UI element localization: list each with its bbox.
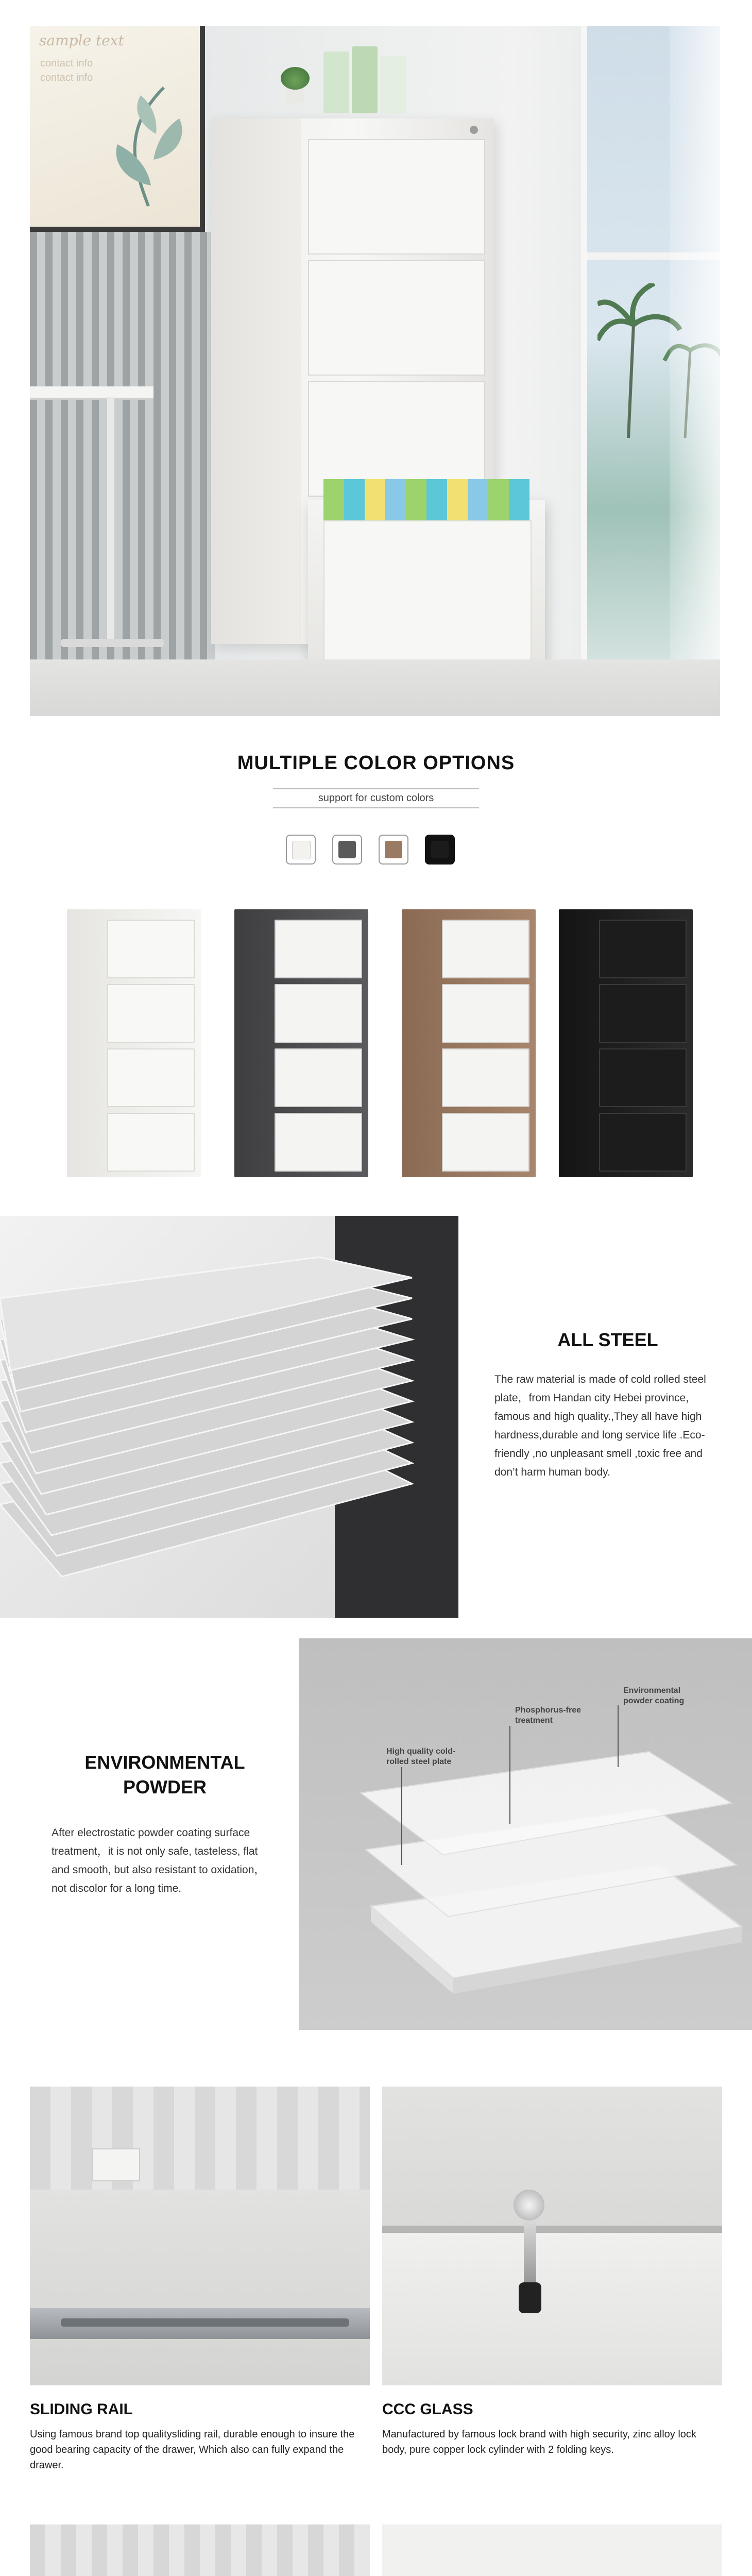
desk-leg [107,397,114,644]
key-icon [524,2221,536,2293]
ccc-glass-body: Manufactured by famous lock brand with high security, zinc alloy lock body, pure copper lock cylinder with 2 folding keys. [382,2429,696,2455]
swatch-brown[interactable] [379,835,408,865]
color-options-title: MULTIPLE COLOR OPTIONS [237,752,515,774]
curtain [670,26,720,716]
swatch-black[interactable] [425,835,455,865]
hero-cabinet-side [211,118,301,644]
cabinet-white-drawer [107,920,195,978]
coating-layers-image [299,1638,752,2030]
cabinet-black-drawer [599,1113,687,1172]
environmental-section [0,1638,752,2030]
contact-line-1: contact info [40,58,93,69]
lock-icon [470,126,478,134]
cabinet-brown-drawer [442,984,529,1043]
cabinet-black-drawer [599,984,687,1043]
layer-label-line: Environmental [623,1686,681,1695]
cabinet-grey [234,909,368,1177]
lock-cylinder [514,2190,544,2221]
all-steel-title: ALL STEEL [557,1329,658,1350]
handle-photo [30,2524,370,2576]
cabinet-grey-drawer [275,1113,362,1172]
floor [30,659,720,716]
sliding-rail-title: SLIDING RAIL [30,2401,133,2418]
layer-label-line: powder coating [623,1697,685,1705]
window [581,26,720,716]
cabinet-black-drawer [599,920,687,978]
cabinet-brown-drawer [442,920,529,978]
subtitle-text: support for custom colors [318,792,434,804]
hero-photo [30,26,720,716]
all-steel-section [0,1216,752,1618]
hero-drawer-1 [308,139,485,255]
layer-label-line: rolled steel plate [386,1757,452,1766]
environmental-body: After electrostatic powder coating surface treatment，it is not only safe, tasteless, flat and smooth, but also resistant to oxidation，not discolor for a long time. [52,1827,265,1894]
swatch-white[interactable] [286,835,316,865]
cabinet-white-drawer [107,1113,195,1172]
cabinet-black [559,909,693,1177]
hero-open-drawer-files [323,479,529,520]
sliding-rail-photo [30,2087,370,2385]
drawer-photo [382,2524,722,2576]
color-options-section [0,732,752,1195]
swatch-black-fill [431,841,449,858]
layer-label-line: Phosphorus-free [515,1706,582,1715]
cabinet-grey-drawer [275,920,362,978]
sample-text: sample text [39,32,124,49]
swatch-brown-fill [385,841,402,858]
cabinet-brown-drawer [442,1048,529,1107]
cabinet-white [67,909,201,1177]
layer-label-line: treatment [515,1716,553,1725]
swatch-grey-fill [338,841,356,858]
desk-base [61,639,164,647]
layer-label-steel [386,1747,455,1767]
plant [280,67,311,103]
layer-label-phosphorus [515,1705,581,1726]
steel-sheets-image [0,1216,458,1618]
cabinet-brown-drawer [442,1113,529,1172]
environmental-title-1: ENVIRONMENTAL [84,1752,245,1773]
features-section [0,2087,752,2576]
cabinet-grey-drawer [275,1048,362,1107]
lock-photo [382,2087,722,2385]
cabinet-grey-drawer [275,984,362,1043]
sliding-rail-body: Using famous brand top qualitysliding rail, durable enough to insure the good bearing capacity of the drawer, Which also can fully expand the drawer. [30,2429,355,2471]
cabinet-brown [402,909,536,1177]
ccc-glass-title: CCC GLASS [382,2401,473,2418]
hero-drawer-2 [308,260,485,376]
swatch-white-fill [292,841,311,859]
wall-poster [30,26,205,232]
cabinet-white-drawer [107,984,195,1043]
desk [30,386,153,398]
leaf-illustration [102,82,190,211]
steel-sheets-stack [0,1216,458,1618]
environmental-title-2: POWDER [123,1776,207,1798]
layer-label-line: High quality cold- [386,1747,456,1756]
cabinet-white-drawer [107,1048,195,1107]
contact-line-2: contact info [40,72,93,83]
cabinet-black-drawer [599,1048,687,1107]
hero-section [0,0,752,732]
file-holders [323,46,411,113]
color-options-subtitle [273,788,479,808]
layer-label-environmental [623,1686,684,1706]
hero-open-drawer [308,500,545,675]
all-steel-body: The raw material is made of cold rolled steel plate，from Handan city Hebei province，famous and high quality.,They all have high hardness,durable and long service life .Eco-friendly ,no unpleasant smell ,toxic free and don’t harm human body. [494,1374,706,1478]
swatch-grey[interactable] [332,835,362,865]
